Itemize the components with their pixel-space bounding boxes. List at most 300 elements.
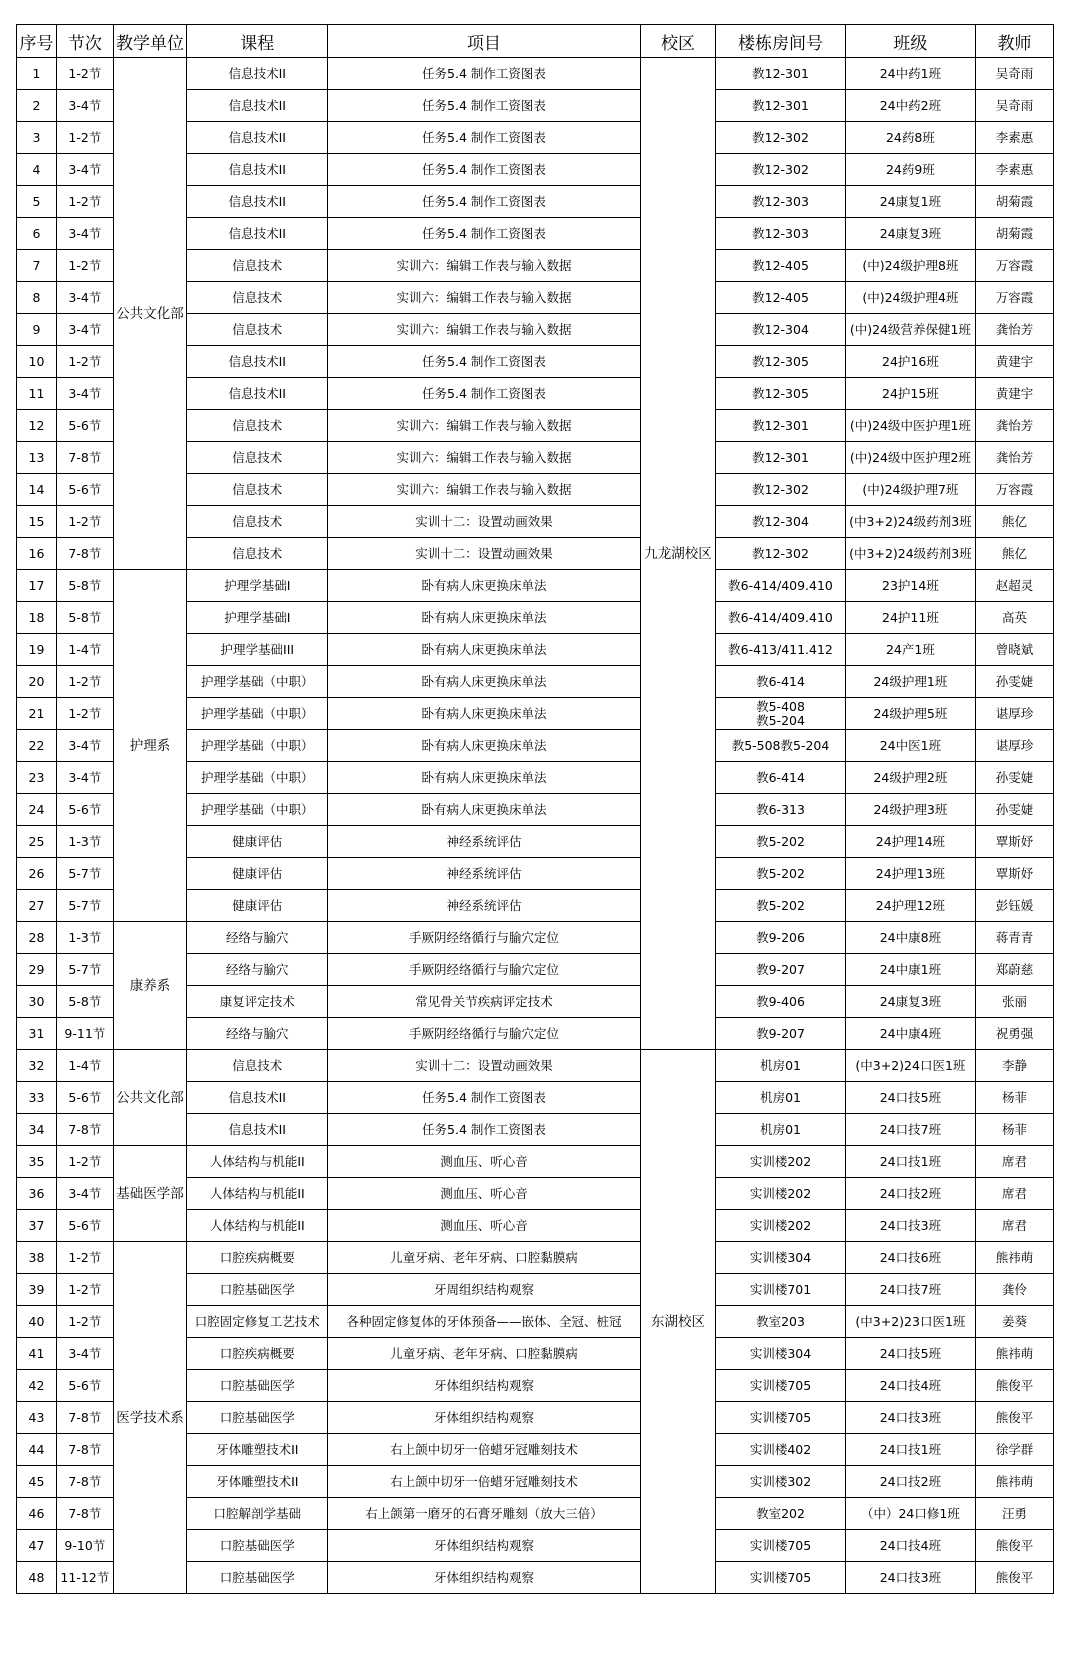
cell-teacher: 杨菲 [976, 1082, 1054, 1114]
cell-project: 实训十二：设置动画效果 [328, 538, 640, 570]
cell-project: 右上颌中切牙一倍蜡牙冠雕刻技术 [328, 1466, 640, 1498]
cell-no: 23 [17, 762, 57, 794]
cell-project: 卧有病人床更换床单法 [328, 730, 640, 762]
cell-class: (中)24级营养保健1班 [845, 314, 975, 346]
cell-course: 健康评估 [187, 826, 328, 858]
cell-teacher: 熊祎萌 [976, 1242, 1054, 1274]
cell-course: 护理学基础（中职） [187, 698, 328, 730]
cell-course: 信息技术II [187, 58, 328, 90]
cell-course: 人体结构与机能II [187, 1210, 328, 1242]
cell-no: 30 [17, 986, 57, 1018]
cell-period: 1-2节 [56, 346, 113, 378]
cell-dept: 护理系 [113, 570, 187, 922]
cell-project: 任务5.4 制作工资图表 [328, 1082, 640, 1114]
cell-class: 24中医1班 [845, 730, 975, 762]
cell-no: 40 [17, 1306, 57, 1338]
cell-teacher: 曾晓斌 [976, 634, 1054, 666]
cell-period: 5-6节 [56, 1370, 113, 1402]
cell-room: 实训楼202 [716, 1178, 845, 1210]
cell-class: 24口技4班 [845, 1530, 975, 1562]
table-row [17, 1050, 1054, 1082]
cell-course: 健康评估 [187, 858, 328, 890]
cell-no: 10 [17, 346, 57, 378]
cell-no: 6 [17, 218, 57, 250]
cell-course: 口腔基础医学 [187, 1530, 328, 1562]
cell-period: 1-2节 [56, 1274, 113, 1306]
cell-course: 信息技术 [187, 538, 328, 570]
cell-teacher: 万容霞 [976, 282, 1054, 314]
header-class: 班级 [845, 25, 975, 58]
cell-class: 23护14班 [845, 570, 975, 602]
cell-period: 7-8节 [56, 1498, 113, 1530]
cell-class: (中)24级护理7班 [845, 474, 975, 506]
cell-period: 5-7节 [56, 890, 113, 922]
cell-no: 48 [17, 1562, 57, 1594]
cell-project: 实训十二：设置动画效果 [328, 506, 640, 538]
cell-period: 1-4节 [56, 1050, 113, 1082]
cell-course: 护理学基础（中职） [187, 730, 328, 762]
table-row [17, 1242, 1054, 1274]
cell-period: 5-7节 [56, 858, 113, 890]
cell-project: 儿童牙病、老年牙病、口腔黏膜病 [328, 1242, 640, 1274]
cell-room: 教12-302 [716, 474, 845, 506]
cell-project: 任务5.4 制作工资图表 [328, 186, 640, 218]
cell-no: 42 [17, 1370, 57, 1402]
cell-class: 24口技2班 [845, 1466, 975, 1498]
cell-teacher: 龚伶 [976, 1274, 1054, 1306]
cell-teacher: 孙雯婕 [976, 666, 1054, 698]
cell-project: 卧有病人床更换床单法 [328, 698, 640, 730]
cell-course: 信息技术II [187, 378, 328, 410]
cell-no: 43 [17, 1402, 57, 1434]
cell-course: 信息技术 [187, 314, 328, 346]
cell-room: 教6-414 [716, 762, 845, 794]
cell-class: (中)24级中医护理2班 [845, 442, 975, 474]
cell-room: 实训楼402 [716, 1434, 845, 1466]
cell-project: 任务5.4 制作工资图表 [328, 58, 640, 90]
cell-room: 教12-304 [716, 506, 845, 538]
header-no: 序号 [17, 25, 57, 58]
cell-no: 2 [17, 90, 57, 122]
cell-class: 24康复3班 [845, 218, 975, 250]
cell-period: 1-2节 [56, 250, 113, 282]
cell-room: 教6-414/409.410 [716, 570, 845, 602]
cell-no: 26 [17, 858, 57, 890]
cell-no: 37 [17, 1210, 57, 1242]
cell-no: 13 [17, 442, 57, 474]
cell-no: 36 [17, 1178, 57, 1210]
cell-room: 教5-202 [716, 858, 845, 890]
cell-teacher: 蒋青青 [976, 922, 1054, 954]
cell-period: 5-8节 [56, 986, 113, 1018]
cell-class: 24护15班 [845, 378, 975, 410]
cell-class: 24药8班 [845, 122, 975, 154]
cell-no: 7 [17, 250, 57, 282]
cell-project: 牙周组织结构观察 [328, 1274, 640, 1306]
cell-period: 1-2节 [56, 1146, 113, 1178]
cell-course: 信息技术II [187, 1082, 328, 1114]
cell-no: 46 [17, 1498, 57, 1530]
cell-room: 教12-302 [716, 538, 845, 570]
cell-room: 教5-202 [716, 826, 845, 858]
cell-room: 教6-413/411.412 [716, 634, 845, 666]
cell-project: 实训六：编辑工作表与输入数据 [328, 314, 640, 346]
cell-room: 教室203 [716, 1306, 845, 1338]
cell-project: 牙体组织结构观察 [328, 1370, 640, 1402]
cell-project: 手厥阴经络循行与腧穴定位 [328, 922, 640, 954]
cell-teacher: 覃斯妤 [976, 858, 1054, 890]
cell-period: 7-8节 [56, 1466, 113, 1498]
cell-teacher: 杨菲 [976, 1114, 1054, 1146]
cell-period: 9-11节 [56, 1018, 113, 1050]
cell-period: 3-4节 [56, 218, 113, 250]
cell-period: 9-10节 [56, 1530, 113, 1562]
cell-class: 24中药1班 [845, 58, 975, 90]
cell-class: 24中康8班 [845, 922, 975, 954]
cell-room: 教12-302 [716, 154, 845, 186]
cell-period: 1-2节 [56, 506, 113, 538]
cell-course: 牙体雕塑技术II [187, 1434, 328, 1466]
cell-period: 1-2节 [56, 1306, 113, 1338]
cell-no: 14 [17, 474, 57, 506]
cell-teacher: 徐学群 [976, 1434, 1054, 1466]
cell-room: 教9-206 [716, 922, 845, 954]
table-body [17, 58, 1054, 1594]
cell-project: 儿童牙病、老年牙病、口腔黏膜病 [328, 1338, 640, 1370]
cell-teacher: 覃斯妤 [976, 826, 1054, 858]
cell-project: 神经系统评估 [328, 890, 640, 922]
cell-course: 口腔基础医学 [187, 1562, 328, 1594]
cell-period: 7-8节 [56, 1402, 113, 1434]
cell-no: 16 [17, 538, 57, 570]
cell-campus: 东湖校区 [640, 1050, 716, 1594]
cell-period: 3-4节 [56, 314, 113, 346]
cell-period: 5-8节 [56, 570, 113, 602]
cell-no: 5 [17, 186, 57, 218]
cell-course: 人体结构与机能II [187, 1146, 328, 1178]
schedule-table [16, 24, 1054, 1594]
cell-room: 实训楼705 [716, 1370, 845, 1402]
cell-class: 24口技2班 [845, 1178, 975, 1210]
cell-project: 任务5.4 制作工资图表 [328, 122, 640, 154]
cell-period: 3-4节 [56, 762, 113, 794]
cell-teacher: 熊俊平 [976, 1530, 1054, 1562]
cell-room: 实训楼202 [716, 1210, 845, 1242]
cell-room: 实训楼304 [716, 1242, 845, 1274]
table-row [17, 58, 1054, 90]
cell-teacher: 胡菊霞 [976, 186, 1054, 218]
cell-no: 44 [17, 1434, 57, 1466]
cell-teacher: 熊俊平 [976, 1370, 1054, 1402]
cell-room: 教12-405 [716, 250, 845, 282]
header-room: 楼栋房间号 [716, 25, 845, 58]
cell-no: 24 [17, 794, 57, 826]
cell-no: 47 [17, 1530, 57, 1562]
cell-room: 教12-302 [716, 122, 845, 154]
cell-project: 右上颌中切牙一倍蜡牙冠雕刻技术 [328, 1434, 640, 1466]
cell-room: 教9-207 [716, 954, 845, 986]
cell-project: 任务5.4 制作工资图表 [328, 378, 640, 410]
cell-class: 24级护理1班 [845, 666, 975, 698]
cell-period: 1-3节 [56, 826, 113, 858]
cell-room: 教12-301 [716, 58, 845, 90]
cell-course: 信息技术II [187, 346, 328, 378]
cell-class: 24康复3班 [845, 986, 975, 1018]
cell-course: 康复评定技术 [187, 986, 328, 1018]
cell-no: 25 [17, 826, 57, 858]
cell-course: 信息技术 [187, 282, 328, 314]
cell-project: 任务5.4 制作工资图表 [328, 1114, 640, 1146]
cell-teacher: 万容霞 [976, 250, 1054, 282]
cell-teacher: 孙雯婕 [976, 794, 1054, 826]
cell-course: 信息技术 [187, 442, 328, 474]
cell-class: 24口技7班 [845, 1274, 975, 1306]
header-course: 课程 [187, 25, 328, 58]
cell-no: 20 [17, 666, 57, 698]
cell-course: 护理学基础（中职） [187, 762, 328, 794]
cell-period: 5-6节 [56, 474, 113, 506]
cell-project: 牙体组织结构观察 [328, 1562, 640, 1594]
cell-course: 护理学基础（中职） [187, 666, 328, 698]
cell-class: 24药9班 [845, 154, 975, 186]
cell-room: 实训楼302 [716, 1466, 845, 1498]
cell-teacher: 黄建宇 [976, 378, 1054, 410]
cell-room: 教9-406 [716, 986, 845, 1018]
cell-room: 实训楼304 [716, 1338, 845, 1370]
cell-room: 教12-305 [716, 378, 845, 410]
cell-teacher: 吴奇雨 [976, 58, 1054, 90]
cell-period: 7-8节 [56, 538, 113, 570]
cell-teacher: 祝勇强 [976, 1018, 1054, 1050]
cell-class: (中)24级中医护理1班 [845, 410, 975, 442]
cell-period: 3-4节 [56, 730, 113, 762]
cell-class: 24产1班 [845, 634, 975, 666]
cell-period: 1-2节 [56, 698, 113, 730]
cell-course: 口腔疾病概要 [187, 1338, 328, 1370]
cell-no: 27 [17, 890, 57, 922]
cell-class: 24口技5班 [845, 1338, 975, 1370]
cell-period: 3-4节 [56, 90, 113, 122]
cell-course: 信息技术II [187, 218, 328, 250]
cell-room: 教6-414 [716, 666, 845, 698]
cell-class: 24护理13班 [845, 858, 975, 890]
cell-class: 24口技3班 [845, 1210, 975, 1242]
cell-course: 牙体雕塑技术II [187, 1466, 328, 1498]
cell-project: 卧有病人床更换床单法 [328, 634, 640, 666]
cell-project: 卧有病人床更换床单法 [328, 762, 640, 794]
cell-project: 任务5.4 制作工资图表 [328, 90, 640, 122]
cell-period: 3-4节 [56, 378, 113, 410]
cell-project: 神经系统评估 [328, 826, 640, 858]
cell-no: 12 [17, 410, 57, 442]
header-dept: 教学单位 [113, 25, 187, 58]
cell-no: 39 [17, 1274, 57, 1306]
cell-teacher: 张丽 [976, 986, 1054, 1018]
cell-project: 测血压、听心音 [328, 1210, 640, 1242]
cell-project: 实训六：编辑工作表与输入数据 [328, 410, 640, 442]
cell-teacher: 彭钰媛 [976, 890, 1054, 922]
cell-class: 24口技1班 [845, 1434, 975, 1466]
cell-teacher: 谌厚珍 [976, 730, 1054, 762]
cell-period: 3-4节 [56, 1178, 113, 1210]
cell-teacher: 席君 [976, 1178, 1054, 1210]
cell-teacher: 万容霞 [976, 474, 1054, 506]
cell-no: 45 [17, 1466, 57, 1498]
cell-no: 11 [17, 378, 57, 410]
cell-no: 21 [17, 698, 57, 730]
header-teacher: 教师 [976, 25, 1054, 58]
cell-class: 24口技4班 [845, 1370, 975, 1402]
cell-project: 卧有病人床更换床单法 [328, 570, 640, 602]
cell-teacher: 熊祎萌 [976, 1338, 1054, 1370]
cell-room: 教6-313 [716, 794, 845, 826]
cell-room: 教室202 [716, 1498, 845, 1530]
cell-period: 7-8节 [56, 1434, 113, 1466]
cell-course: 信息技术 [187, 1050, 328, 1082]
cell-project: 右上颌第一磨牙的石膏牙雕刻（放大三倍） [328, 1498, 640, 1530]
cell-period: 5-6节 [56, 410, 113, 442]
cell-class: 24护理12班 [845, 890, 975, 922]
cell-room: 教12-305 [716, 346, 845, 378]
cell-period: 11-12节 [56, 1562, 113, 1594]
table-row [17, 570, 1054, 602]
cell-project: 牙体组织结构观察 [328, 1402, 640, 1434]
cell-teacher: 赵超灵 [976, 570, 1054, 602]
cell-room: 教5-408 教5-204 [716, 698, 845, 730]
cell-no: 31 [17, 1018, 57, 1050]
cell-teacher: 吴奇雨 [976, 90, 1054, 122]
cell-room: 教12-301 [716, 442, 845, 474]
cell-course: 口腔基础医学 [187, 1370, 328, 1402]
cell-room: 实训楼705 [716, 1562, 845, 1594]
cell-no: 1 [17, 58, 57, 90]
cell-no: 34 [17, 1114, 57, 1146]
cell-class: 24中康4班 [845, 1018, 975, 1050]
cell-project: 实训六：编辑工作表与输入数据 [328, 442, 640, 474]
cell-period: 1-2节 [56, 122, 113, 154]
cell-course: 信息技术II [187, 122, 328, 154]
cell-class: 24护11班 [845, 602, 975, 634]
cell-course: 信息技术 [187, 250, 328, 282]
cell-class: (中3+2)24口医1班 [845, 1050, 975, 1082]
cell-dept: 公共文化部 [113, 1050, 187, 1146]
cell-dept: 公共文化部 [113, 58, 187, 570]
cell-teacher: 龚怡芳 [976, 442, 1054, 474]
cell-course: 口腔固定修复工艺技术 [187, 1306, 328, 1338]
table-row [17, 1146, 1054, 1178]
cell-room: 教12-405 [716, 282, 845, 314]
cell-project: 常见骨关节疾病评定技术 [328, 986, 640, 1018]
cell-dept: 基础医学部 [113, 1146, 187, 1242]
cell-teacher: 孙雯婕 [976, 762, 1054, 794]
cell-course: 信息技术 [187, 474, 328, 506]
cell-class: （中）24口修1班 [845, 1498, 975, 1530]
cell-no: 38 [17, 1242, 57, 1274]
cell-teacher: 龚怡芳 [976, 410, 1054, 442]
cell-project: 神经系统评估 [328, 858, 640, 890]
cell-course: 口腔疾病概要 [187, 1242, 328, 1274]
cell-teacher: 李素惠 [976, 154, 1054, 186]
cell-teacher: 高英 [976, 602, 1054, 634]
cell-room: 教12-301 [716, 410, 845, 442]
cell-room: 实训楼701 [716, 1274, 845, 1306]
cell-room: 教12-301 [716, 90, 845, 122]
cell-room: 教12-303 [716, 218, 845, 250]
header-row [17, 25, 1054, 58]
cell-room: 教12-303 [716, 186, 845, 218]
cell-teacher: 汪勇 [976, 1498, 1054, 1530]
cell-period: 3-4节 [56, 282, 113, 314]
cell-project: 实训六：编辑工作表与输入数据 [328, 474, 640, 506]
cell-class: (中3+2)23口医1班 [845, 1306, 975, 1338]
cell-dept: 医学技术系 [113, 1242, 187, 1594]
cell-teacher: 李静 [976, 1050, 1054, 1082]
cell-teacher: 胡菊霞 [976, 218, 1054, 250]
cell-class: (中)24级护理8班 [845, 250, 975, 282]
header-campus: 校区 [640, 25, 716, 58]
cell-teacher: 姜葵 [976, 1306, 1054, 1338]
cell-period: 7-8节 [56, 1114, 113, 1146]
cell-course: 信息技术II [187, 186, 328, 218]
cell-teacher: 郑蔚慈 [976, 954, 1054, 986]
cell-no: 19 [17, 634, 57, 666]
cell-teacher: 席君 [976, 1146, 1054, 1178]
cell-period: 5-8节 [56, 602, 113, 634]
cell-room: 实训楼705 [716, 1530, 845, 1562]
cell-course: 经络与腧穴 [187, 922, 328, 954]
cell-class: 24护理14班 [845, 826, 975, 858]
cell-course: 口腔基础医学 [187, 1274, 328, 1306]
cell-no: 8 [17, 282, 57, 314]
cell-teacher: 熊亿 [976, 538, 1054, 570]
cell-project: 手厥阴经络循行与腧穴定位 [328, 1018, 640, 1050]
cell-project: 卧有病人床更换床单法 [328, 794, 640, 826]
cell-no: 29 [17, 954, 57, 986]
cell-period: 1-3节 [56, 922, 113, 954]
cell-class: 24级护理5班 [845, 698, 975, 730]
cell-course: 口腔解剖学基础 [187, 1498, 328, 1530]
cell-no: 17 [17, 570, 57, 602]
cell-no: 4 [17, 154, 57, 186]
cell-teacher: 熊俊平 [976, 1562, 1054, 1594]
cell-room: 教12-304 [716, 314, 845, 346]
cell-no: 28 [17, 922, 57, 954]
cell-room: 机房01 [716, 1050, 845, 1082]
cell-room: 实训楼202 [716, 1146, 845, 1178]
cell-teacher: 熊亿 [976, 506, 1054, 538]
cell-project: 任务5.4 制作工资图表 [328, 154, 640, 186]
cell-project: 卧有病人床更换床单法 [328, 602, 640, 634]
cell-no: 3 [17, 122, 57, 154]
cell-period: 7-8节 [56, 442, 113, 474]
cell-course: 信息技术 [187, 506, 328, 538]
cell-class: 24口技7班 [845, 1114, 975, 1146]
cell-no: 9 [17, 314, 57, 346]
cell-course: 口腔基础医学 [187, 1402, 328, 1434]
cell-class: 24口技6班 [845, 1242, 975, 1274]
cell-period: 5-6节 [56, 794, 113, 826]
cell-room: 教9-207 [716, 1018, 845, 1050]
cell-teacher: 黄建宇 [976, 346, 1054, 378]
cell-course: 护理学基础I [187, 602, 328, 634]
cell-project: 卧有病人床更换床单法 [328, 666, 640, 698]
cell-project: 手厥阴经络循行与腧穴定位 [328, 954, 640, 986]
cell-class: (中)24级护理4班 [845, 282, 975, 314]
cell-class: 24级护理3班 [845, 794, 975, 826]
cell-campus: 九龙湖校区 [640, 58, 716, 1050]
cell-course: 人体结构与机能II [187, 1178, 328, 1210]
cell-project: 任务5.4 制作工资图表 [328, 346, 640, 378]
